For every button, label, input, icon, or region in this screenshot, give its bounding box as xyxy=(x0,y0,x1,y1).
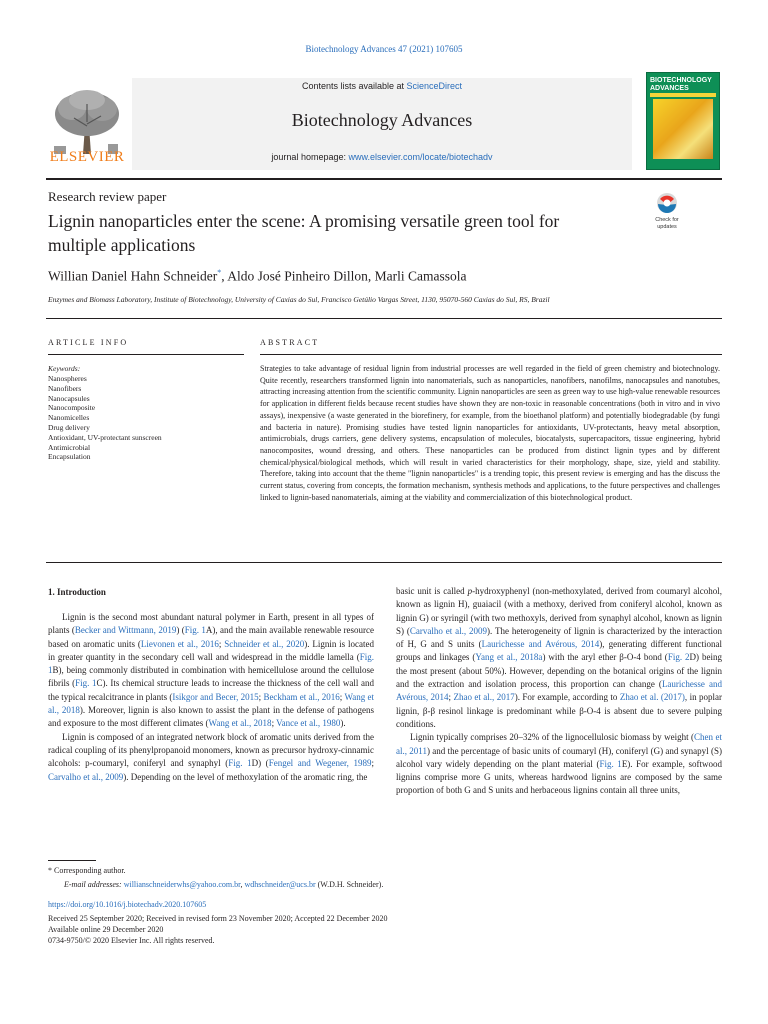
citation-link[interactable]: Becker and Wittmann, 2019 xyxy=(74,625,177,636)
journal-cover-thumbnail[interactable] xyxy=(646,72,720,170)
online-date: Available online 29 December 2020 xyxy=(48,925,164,934)
journal-header xyxy=(46,70,640,170)
keyword-item: Nanomicelles xyxy=(48,413,90,423)
citation-link[interactable]: Chen et al., 2011 xyxy=(396,732,722,756)
citation-link[interactable]: Laurichesse and Avérous, 2014 xyxy=(396,679,722,703)
paragraph: Lignin typically comprises 20–32% of the lignocellulosic biomass by weight (Chen et al., 2011) and the percentage of basic units of coumaryl (H), coniferyl (G) and synapyl (S) alcohol vary widely depending on the plant material (Fig. 1E). For example, softwood lignins comprise more G units, whereas hardwood lignins are composed by the same proportion of both G and S units and herbaceous lignins contain all three units, xyxy=(396,732,722,796)
author-list xyxy=(48,268,467,285)
citation-link[interactable]: Zhao et al., 2017 xyxy=(453,692,515,703)
figure-link[interactable]: Fig. 1 xyxy=(48,651,374,676)
copyright: 0734-9750/© 2020 Elsevier Inc. All rights reserved. xyxy=(48,936,215,945)
citation-link[interactable]: Carvalho et al., 2009 xyxy=(409,625,488,636)
citation-link[interactable]: Carvalho et al., 2009 xyxy=(48,771,124,782)
article-history xyxy=(48,913,387,946)
footnote-rule xyxy=(48,860,96,861)
email-footnote: E-mail addresses: willianschneiderwhs@yahoo.com.br, wdhschneider@ucs.br (W.D.H. Schneider). xyxy=(64,880,384,889)
figure-link[interactable]: Fig. 1 xyxy=(228,758,252,769)
doi-link[interactable]: https://doi.org/10.1016/j.biotechadv.2020.107605 xyxy=(48,900,207,909)
homepage-link[interactable]: www.elsevier.com/locate/biotechadv xyxy=(348,152,493,162)
email-link[interactable]: willianschneiderwhs@yahoo.com.br xyxy=(123,880,241,889)
body-column-right xyxy=(396,585,722,798)
elsevier-wordmark: ELSEVIER xyxy=(49,149,125,165)
author-names-rest[interactable]: , Aldo José Pinheiro Dillon, Marli Camassola xyxy=(221,268,467,284)
citation-link[interactable]: Wang et al., 2018 xyxy=(208,718,272,729)
footnote-mark: * xyxy=(48,866,52,875)
keyword-item: Encapsulation xyxy=(48,452,91,462)
affiliation-divider xyxy=(46,318,722,319)
abstract-heading: ABSTRACT xyxy=(260,338,320,347)
journal-title: Biotechnology Advances xyxy=(291,110,473,130)
cover-title: BIOTECHNOLOGY ADVANCES xyxy=(650,77,712,92)
citation-link[interactable]: Yang et al., 2018a xyxy=(475,652,543,663)
keywords-label: Keywords: xyxy=(48,364,81,373)
keyword-item: Nanocapsules xyxy=(48,393,90,403)
contents-prefix: Contents lists available at xyxy=(301,81,407,91)
crossmark-label-2: updates xyxy=(657,224,677,230)
citation-link[interactable]: Laurichesse and Avérous, 2014 xyxy=(481,639,600,650)
keyword-item: Nanofibers xyxy=(48,383,82,393)
paragraph-continued: basic unit is called p-hydroxyphenyl (non-methoxylated, derived from coumaryl alcohol, known as lignin H), guaiacil (with a methoxy, derived from coniferyl alcohol, known as lignin G) or syringil (with two methoxyls, derived from synaphyl alcohol, known as lignin S) (Carvalho et al., 2009). The heterogeneity of lignin is characterized by the interaction of H, G and S units (Laurichesse and Avérous, 2014), generating different functional groups and linkages (Yang et al., 2018a) with the aryl ether β-O-4 bond (Fig. 2D) being the most present (about 50%). However, depending on the botanical origins of the lignin and the extraction and isolation process, this proportion can change (Laurichesse and Avérous, 2014; Zhao et al., 2017). For example, according to Zhao et al. (2017), in poplar lignin, β-β resinol linkage is predominant while β-O-4 is absent due to severe pulping conditions. xyxy=(396,586,723,729)
figure-link[interactable]: Fig. 2 xyxy=(667,652,690,663)
citation-link[interactable]: Zhao et al. (2017) xyxy=(619,692,685,703)
body-column-left xyxy=(48,611,374,784)
footnote-text: Corresponding author. xyxy=(54,866,126,875)
email-label: E-mail addresses: xyxy=(64,880,124,889)
citation-link[interactable]: Isikgor and Becer, 2015 xyxy=(172,691,259,702)
check-for-updates-icon[interactable] xyxy=(644,190,690,236)
received-dates: Received 25 September 2020; Received in revised form 23 November 2020; Accepted 22 December 2020 xyxy=(48,914,388,923)
keyword-item: Drug delivery xyxy=(48,422,90,432)
cover-image xyxy=(653,99,713,159)
keyword-item: Nanocomposite xyxy=(48,403,96,413)
email-link[interactable]: wdhschneider@ucs.br xyxy=(244,880,316,889)
article-info-rule xyxy=(48,354,244,355)
citation-link[interactable]: Lievonen et al., 2016 xyxy=(140,638,219,649)
citation-link[interactable]: Beckham et al., 2016 xyxy=(263,691,340,702)
keyword-item: Nanospheres xyxy=(48,374,87,383)
citation-link[interactable]: Wang et al., 2018 xyxy=(48,691,374,716)
sciencedirect-link[interactable]: ScienceDirect xyxy=(406,81,463,91)
figure-link[interactable]: Fig. 1 xyxy=(75,678,97,689)
abstract-text: Strategies to take advantage of residual lignin from industrial processes are well regarded in the field of green chemistry and biotechnology. Quite recently, researchers transformed lignin into nanomaterials, such as nanoparticles, nanofibers, nanofilms, nanocapsules and nanotubes, attracting increasing attention from the scientific community. Lignin nanoparticles are seen as green way to use high-value renewable resources for application in different fields because recent studies have shown they are non-toxic in reasonable concentrations (both in vitro and in vivo assays), inexpensive (a waste generated in the biorefinery, for example, from the bioethanol platform) and potentially biodegradable (by fungi and bacteria in nature). Promising studies have tested lignin nanoparticles for antioxidants, UV-protectants, heavy metal absorption, antimicrobials, drugs carriers, gene delivery systems, encapsulation of molecules, biocatalysts, supercapacitors, tissue engineering, hybrid nanocomposites, wound dressing, and others. These nanoparticles can be produced from distinct lignin types and by different chemical/physical/biological methods, which will result in varied characteristics for their morphology, shape, size, yield and stability. Therefore, taking into account that the theme "lignin nanoparticles" is a trending topic, this present review is emerging and has the discuss the current status, covering from concepts, the formation mechanism, synthesis methods and applications, to the future perspectives and challenges linked to lignin-based nanomaterials, aiming at the viability and commercialization of this biotechnological product. xyxy=(260,364,720,502)
paragraph: Lignin is composed of an integrated network block of aromatic units derived from the radical coupling of its phenylpropanoid monomers, known as precursor hydroxy-cinnamic alcohols: p-coumaryl, coniferyl and synaphyl (Fig. 1D) (Fengel and Wegener, 1989; Carvalho et al., 2009). Depending on the level of methoxylation of the aromatic ring, the xyxy=(48,731,374,782)
citation-link[interactable]: Vance et al., 1980 xyxy=(276,718,341,729)
citation-link[interactable]: Schneider et al., 2020 xyxy=(224,638,305,649)
crossmark-label-1: Check for xyxy=(655,217,679,223)
affiliation: Enzymes and Biomass Laboratory, Institute of Biotechnology, University of Caxias do Sul, Francisco Getúlio Vargas Street, 1130, 95070-560 Caxias do Sul, RS, Brazil xyxy=(48,295,550,304)
keyword-item: Antimicrobial xyxy=(48,442,91,452)
citation-link[interactable]: Fengel and Wegener, 1989 xyxy=(268,758,372,769)
author-name[interactable]: Willian Daniel Hahn Schneider xyxy=(48,268,218,284)
cover-band xyxy=(650,93,716,97)
contents-line xyxy=(132,81,632,91)
figure-link[interactable]: Fig. 1 xyxy=(599,758,622,769)
homepage-line xyxy=(132,152,632,162)
figure-link[interactable]: Fig. 1 xyxy=(184,625,206,636)
corresponding-footnote xyxy=(48,866,126,875)
keyword-item: Antioxidant, UV-protectant sunscreen xyxy=(48,432,162,442)
abstract-rule xyxy=(260,354,722,355)
homepage-prefix: journal homepage: xyxy=(271,152,349,162)
journal-reference[interactable]: Biotechnology Advances 47 (2021) 107605 xyxy=(305,44,463,54)
article-title: Lignin nanoparticles enter the scene: A promising versatile green tool for multiple applications xyxy=(48,211,560,255)
abstract-divider xyxy=(46,562,722,563)
paragraph: Lignin is the second most abundant natural polymer in Earth, present in all types of plants (Becker and Wittmann, 2019) (Fig. 1A), and the main available renewable resource based on aromatic units (Lievonen et al., 2016; Schneider et al., 2020). Lignin is located in greater quantity in the secondary cell wall and widespread in the middle lamella (Fig. 1B), being commonly distributed in combination with hemicellulose around the cellulose fibrils (Fig. 1C). Its chemical structure leads to increase the thickness of the cell wall and the typical recalcitrance in plants (Isikgor and Becer, 2015; Beckham et al., 2016; Wang et al., 2018). Moreover, lignin is also known to assist the plant in the defense of pathogens and exposure to the most different climates (Wang et al., 2018; Vance et al., 1980). xyxy=(48,612,375,729)
section-heading-introduction: 1. Introduction xyxy=(48,587,106,597)
keywords-list xyxy=(48,374,248,462)
header-divider xyxy=(46,178,722,180)
journal-banner xyxy=(132,78,632,170)
corresponding-author-mark[interactable]: * xyxy=(217,268,222,277)
article-type: Research review paper xyxy=(48,189,167,204)
article-info-heading: ARTICLE INFO xyxy=(48,338,129,347)
